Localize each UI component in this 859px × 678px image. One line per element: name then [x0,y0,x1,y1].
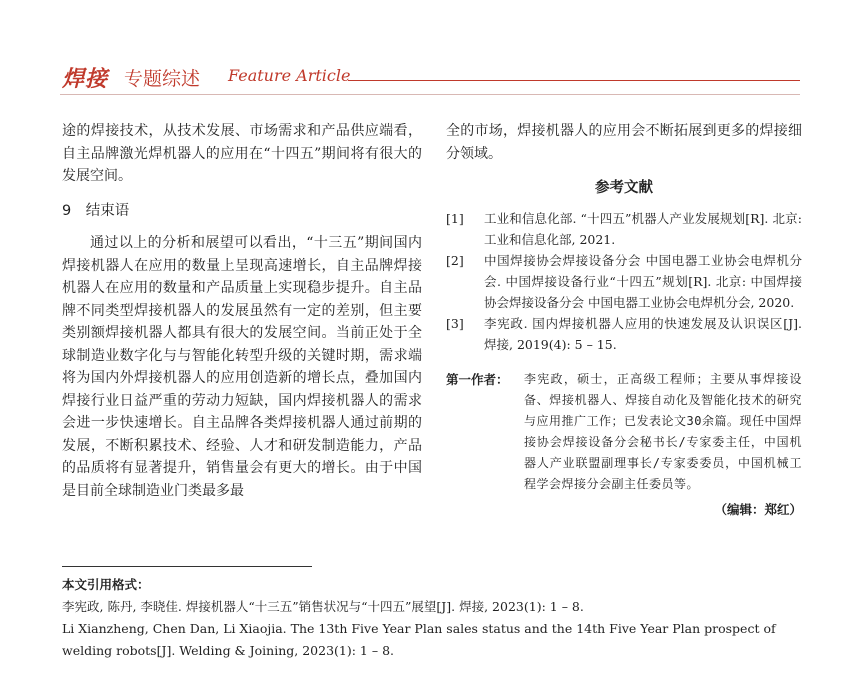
intro-paragraph: 途的焊接技术，从技术发展、市场需求和产品供应端看，自主品牌激光焊机器人的应用在“十四五”期间将有很大的发展空间。 [62,123,422,184]
reference-text: 李宪政. 国内焊接机器人应用的快速发展及认识误区[J]. 焊接, 2019(4): 5 – 15. [484,315,802,352]
section-title: 专题综述 [124,68,201,90]
reference-item [446,313,802,355]
reference-item [446,208,802,250]
reference-number: [1] [446,210,464,226]
left-column [62,120,422,502]
citation-label: 本文引用格式： [62,577,150,592]
page-header [0,50,859,98]
section-title-english: Feature Article [228,66,351,85]
right-column [446,120,802,521]
section-heading: 9 结束语 [62,202,130,219]
citation-chinese: 李宪政, 陈丹, 李晓佳. 焊接机器人“十三五”销售状况与“十四五”展望[J]. 焊接, 2023(1): 1 – 8. [62,599,584,614]
citation-divider [62,566,312,567]
reference-list [446,208,802,355]
reference-text: 工业和信息化部. “十四五”机器人产业发展规划[R]. 北京: 工业和信息化部, 2021. [484,210,802,247]
reference-text: 中国焊接协会焊接设备分会 中国电器工业协会电焊机分会. 中国焊接设备行业“十四五”规划[R]. 北京: 中国焊接协会焊接设备分会 中国电器工业协会电焊机分会, 2020. [484,252,802,310]
references-title: 参考文献 [595,180,653,196]
citation-block [62,574,802,662]
continued-paragraph: 全的市场，焊接机器人的应用会不断拓展到更多的焊接细分领域。 [446,123,802,162]
conclusion-paragraph: 通过以上的分析和展望可以看出，“十三五”期间国内焊接机器人在应用的数量上呈现高速增长，自主品牌焊接机器人在应用的数量和产品质量上实现稳步提升。自主品牌不同类型焊接机器人的发展虽然有一定的差别，但主要类别额焊接机器人都具有很大的发展空间。当前正处于全球制造业数字化与与智能化转型升级的关键时期，需求端将为国内外焊接机器人的应用创造新的增长点，叠加国内焊接行业日益严重的劳动力短缺，国内焊接机器人的需求会进一步快速增长。自主品牌各类焊接机器人通过前期的发展，不断积累技术、经验、人才和研发制造能力，产品的品质将有显著提升，销售量会有更大的增长。由于中国是目前全球制造业门类最多最 [62,235,422,499]
author-info [446,369,802,495]
author-bio: 李宪政，硕士，正高级工程师；主要从事焊接设备、焊接机器人、焊接自动化及智能化技术的研究与应用推广工作；已发表论文30余篇。现任中国焊接协会焊接设备分会秘书长/专家委主任，中国机器人产业联盟副理事长/专家委委员，中国机械工程学会焊接分会副主任委员等。 [524,371,802,491]
header-rule [348,80,800,81]
reference-item [446,250,802,313]
reference-number: [2] [446,252,464,268]
editor-credit: （编辑：郑红） [714,501,802,517]
citation-english: Li Xianzheng, Chen Dan, Li Xiaojia. The 13th Five Year Plan sales status and the 14th Five Year Plan prospect of welding robots[J]. Welding & Joining, 2023(1): 1 – 8. [62,621,776,658]
reference-number: [3] [446,315,464,331]
header-underline [60,94,800,95]
author-label: 第一作者： [446,371,509,387]
journal-logo: 焊接 [62,66,109,92]
